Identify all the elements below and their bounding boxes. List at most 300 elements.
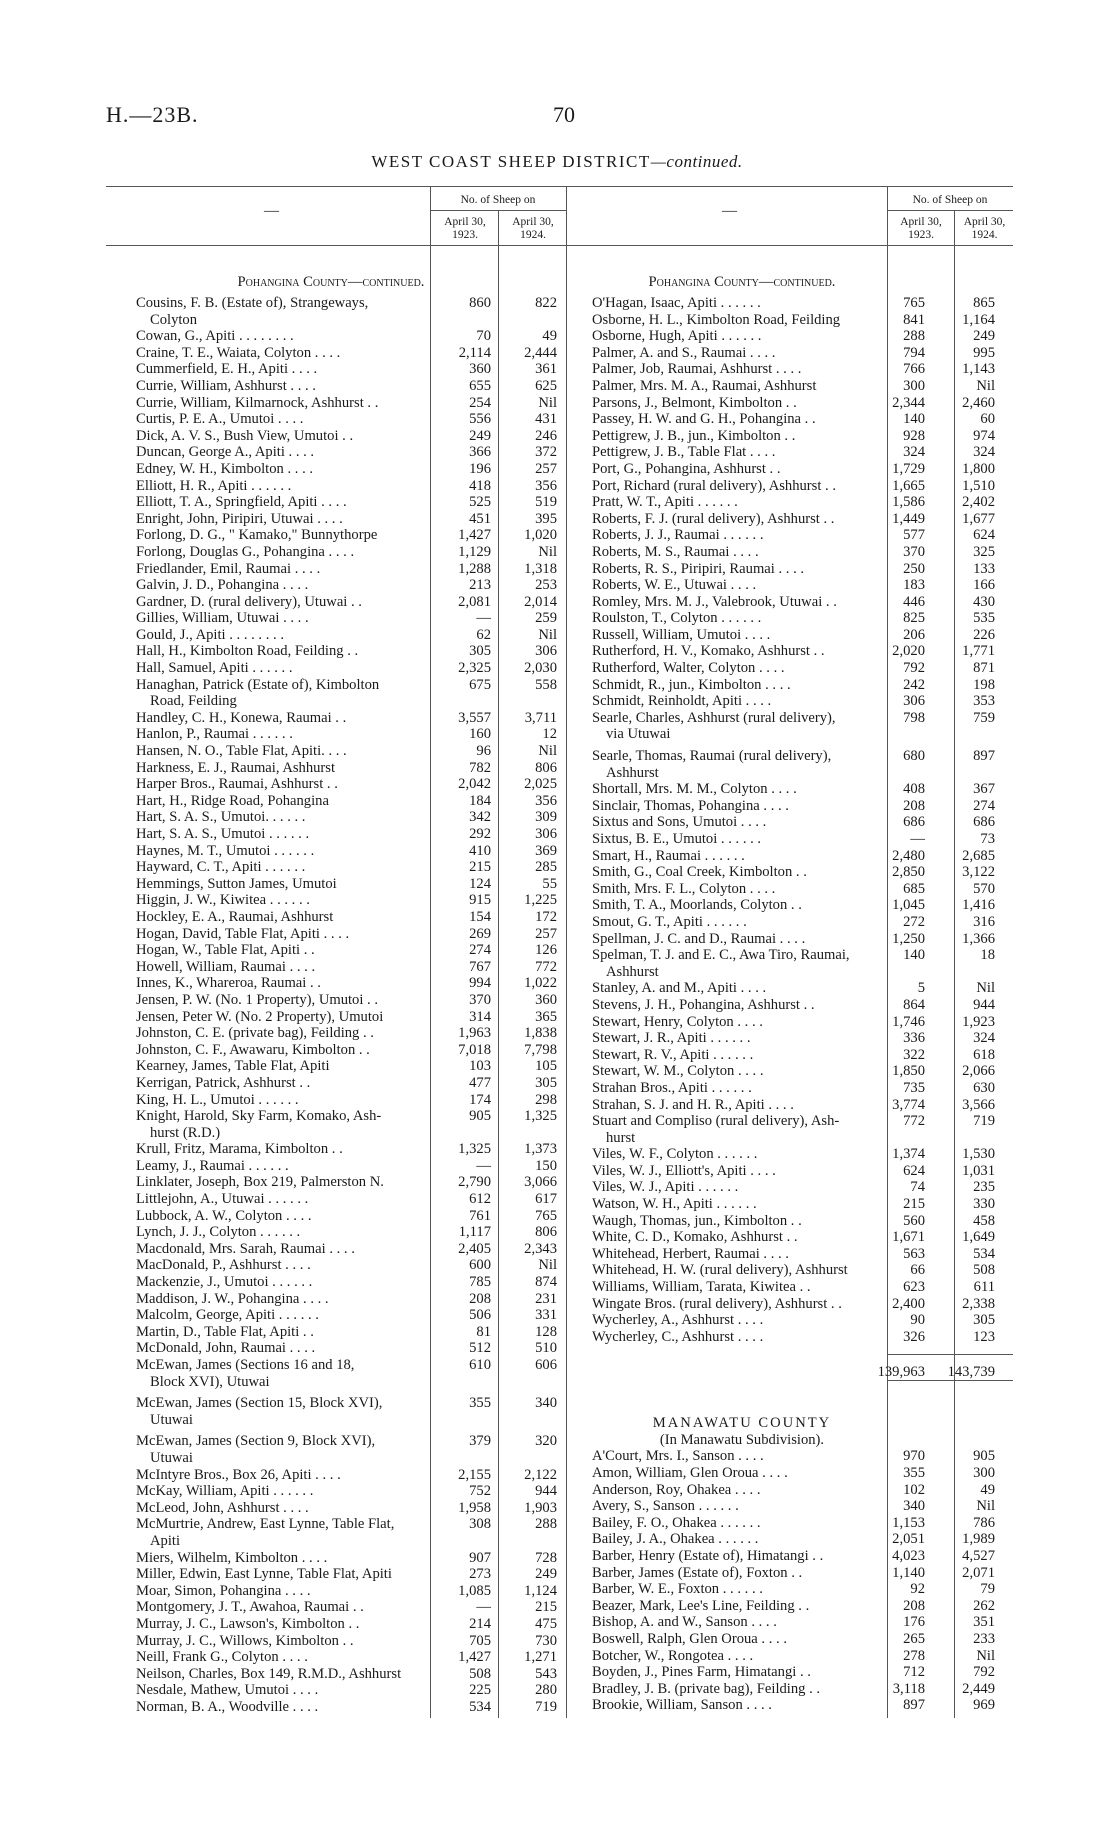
- owner-name: Bradley, J. B. (private bag), Feilding . .: [592, 1680, 821, 1697]
- owner-name: Barber, James (Estate of), Foxton . .: [592, 1564, 803, 1581]
- sheep-1924: 4,527: [962, 1547, 995, 1564]
- owner-name: Boswell, Ralph, Glen Oroua . . . .: [592, 1630, 787, 1647]
- table-row: [136, 942, 564, 959]
- sheep-1924: 1,838: [524, 1025, 557, 1042]
- sheep-1923: 2,850: [892, 864, 925, 881]
- right-column: [592, 274, 1010, 1714]
- sheep-1923: 214: [469, 1615, 491, 1632]
- owner-name: Cowan, G., Apiti . . . . . . . .: [136, 328, 294, 345]
- sheep-1924: Nil: [976, 1647, 995, 1664]
- sheep-1924: 475: [535, 1615, 557, 1632]
- sheep-1924: 1,318: [524, 560, 557, 577]
- sheep-1924: 233: [973, 1630, 995, 1647]
- sheep-1924: 330: [973, 1196, 995, 1213]
- sheep-1923: 292: [469, 826, 491, 842]
- owner-name: Boyden, J., Pines Farm, Himatangi . .: [592, 1664, 811, 1681]
- owner-name: Elliott, H. R., Apiti . . . . . .: [136, 477, 292, 494]
- sheep-1924: 280: [535, 1682, 557, 1699]
- sheep-1923: 2,405: [458, 1240, 491, 1257]
- owner-name: Pratt, W. T., Apiti . . . . . .: [592, 494, 738, 511]
- owner-name: Roberts, R. S., Piripiri, Raumai . . . .: [592, 560, 805, 577]
- sheep-1924: 974: [973, 427, 995, 444]
- sheep-1923: 184: [469, 792, 491, 809]
- table-row: [136, 876, 564, 893]
- table-row: [136, 1257, 564, 1274]
- sheep-1924: 606: [535, 1357, 557, 1373]
- sheep-1924: 274: [973, 797, 995, 814]
- sheep-1924: 340: [535, 1395, 557, 1412]
- owner-name: Neilson, Charles, Box 149, R.M.D., Ashhurst: [136, 1665, 402, 1682]
- owner-name: Martin, D., Table Flat, Apiti . .: [136, 1323, 314, 1340]
- sheep-1924: 630: [973, 1079, 995, 1096]
- owner-name: Miller, Edwin, East Lynne, Table Flat, Apiti: [136, 1566, 392, 1583]
- table-row: [136, 610, 564, 627]
- sheep-1923: 2,042: [458, 776, 491, 793]
- sheep-1923: 508: [469, 1665, 491, 1682]
- table-row: [592, 511, 1010, 528]
- spacer-row: [592, 1345, 1010, 1362]
- sheep-1924: 2,402: [962, 494, 995, 511]
- sheep-1923: 794: [903, 344, 925, 361]
- table-row: [592, 1014, 1010, 1031]
- table-row: [592, 710, 1010, 727]
- sheep-1923: 600: [469, 1257, 491, 1274]
- owner-name: Neill, Frank G., Colyton . . . .: [136, 1649, 308, 1666]
- owner-name: Amon, William, Glen Oroua . . . .: [592, 1464, 788, 1481]
- table-row: [592, 1465, 1010, 1482]
- table-row: [592, 1598, 1010, 1615]
- sheep-1924: 1,325: [524, 1108, 557, 1125]
- table-row: [592, 1063, 1010, 1080]
- sheep-1924: 324: [973, 444, 995, 461]
- table-row: [136, 395, 564, 412]
- sheep-1924: 719: [973, 1113, 995, 1130]
- sheep-1923: 905: [469, 1108, 491, 1125]
- table-row: [592, 1130, 1010, 1147]
- sheep-1923: 685: [903, 880, 925, 897]
- owner-name: Wingate Bros. (rural delivery), Ashhurst . .: [592, 1295, 842, 1312]
- owner-name: Smith, T. A., Moorlands, Colyton . .: [592, 897, 802, 914]
- sheep-1923: 140: [903, 947, 925, 964]
- sheep-1923: 675: [469, 676, 491, 693]
- sheep-1923: 623: [903, 1279, 925, 1296]
- owner-name: Linklater, Joseph, Box 219, Palmerston N.: [136, 1174, 384, 1191]
- owner-name: Roberts, M. S., Raumai . . . .: [592, 543, 759, 560]
- sheep-1924: 360: [535, 991, 557, 1008]
- owner-name: Curtis, P. E. A., Umutoi . . . .: [136, 411, 304, 428]
- owner-name: Stewart, R. V., Apiti . . . . . .: [592, 1046, 754, 1063]
- sheep-1924: 508: [973, 1262, 995, 1279]
- owner-name: Currie, William, Kilmarnock, Ashhurst . .: [136, 394, 379, 411]
- sheep-1924: 226: [973, 626, 995, 643]
- table-row: [592, 814, 1010, 831]
- sheep-1923: 355: [903, 1464, 925, 1481]
- sheep-1923: 1,374: [892, 1146, 925, 1163]
- sheep-1924: 300: [973, 1464, 995, 1481]
- sheep-1923: 1,129: [458, 543, 491, 560]
- table-row: [592, 677, 1010, 694]
- table-row: [592, 964, 1010, 981]
- owner-name: Brookie, William, Sanson . . . .: [592, 1697, 772, 1714]
- table-row: [592, 1581, 1010, 1598]
- table-row: [592, 1229, 1010, 1246]
- table-row: [592, 1030, 1010, 1047]
- owner-name: Port, Richard (rural delivery), Ashhurst . .: [592, 477, 836, 494]
- table-row: [136, 843, 564, 860]
- sheep-1924: 1,989: [962, 1531, 995, 1548]
- table-row: [136, 760, 564, 777]
- sheep-1924: 510: [535, 1340, 557, 1357]
- sheep-1924: 351: [973, 1614, 995, 1631]
- owner-name: Viles, W. J., Apiti . . . . . .: [592, 1179, 739, 1196]
- sheep-1923: 215: [903, 1196, 925, 1213]
- owner-name: Malcolm, George, Apiti . . . . . .: [136, 1307, 319, 1324]
- sheep-1923: 451: [469, 510, 491, 527]
- owner-name: Hart, S. A. S., Umutoi . . . . . .: [136, 826, 310, 842]
- sheep-1923: 970: [903, 1448, 925, 1465]
- table-row: [592, 1196, 1010, 1213]
- owner-name: Viles, W. F., Colyton . . . . . .: [592, 1146, 758, 1163]
- owner-name: Barber, Henry (Estate of), Himatangi . .: [592, 1547, 824, 1564]
- owner-name: Roberts, F. J. (rural delivery), Ashhurst . .: [592, 510, 835, 527]
- owner-name: Duncan, George A., Apiti . . . .: [136, 444, 315, 461]
- sheep-1924: 215: [535, 1599, 557, 1616]
- table-row: [136, 1307, 564, 1324]
- sheep-1924: 1,530: [962, 1146, 995, 1163]
- sheep-1924: 133: [973, 560, 995, 577]
- sheep-1924: 1,373: [524, 1141, 557, 1158]
- sheep-1924: 2,338: [962, 1295, 995, 1312]
- owner-name: McEwan, James (Section 9, Block XVI),: [136, 1433, 376, 1450]
- table-row: [136, 527, 564, 544]
- table-row: [136, 1483, 564, 1500]
- table-row: [592, 693, 1010, 710]
- sheep-1923: 1,085: [458, 1582, 491, 1599]
- table-row: [592, 395, 1010, 412]
- sheep-1923: 1,288: [458, 560, 491, 577]
- sheep-1924: 1,903: [524, 1499, 557, 1516]
- sheep-1923: 379: [469, 1433, 491, 1450]
- table-row: [136, 643, 564, 660]
- sheep-1923: 785: [469, 1274, 491, 1291]
- table-row: [136, 1141, 564, 1158]
- owner-name: Searle, Charles, Ashhurst (rural delivery),: [592, 709, 836, 726]
- owner-name: Wycherley, C., Ashhurst . . . .: [592, 1328, 764, 1345]
- sheep-1923: 798: [903, 709, 925, 726]
- sheep-1924: 806: [535, 1224, 557, 1241]
- table-row: [136, 577, 564, 594]
- owner-name: Stanley, A. and M., Apiti . . . .: [592, 980, 767, 997]
- owner-name: Maddison, J. W., Pohangina . . . .: [136, 1290, 329, 1307]
- table-row: [136, 544, 564, 561]
- table-row: [592, 660, 1010, 677]
- sheep-1923: 563: [903, 1245, 925, 1262]
- sheep-1924: Nil: [538, 1257, 557, 1274]
- table-row: [592, 848, 1010, 865]
- sheep-1924: 1,022: [524, 975, 557, 992]
- sheep-1923: 254: [469, 394, 491, 411]
- sheep-1924: 259: [535, 610, 557, 627]
- sheep-1923: 96: [476, 743, 491, 760]
- sheep-1923: 174: [469, 1091, 491, 1108]
- sheep-1924: 60: [980, 411, 995, 428]
- sheep-1923: 612: [469, 1191, 491, 1208]
- sheep-1923: 208: [469, 1290, 491, 1307]
- owner-name: Miers, Wilhelm, Kimbolton . . . .: [136, 1549, 328, 1566]
- sheep-1924: 356: [535, 792, 557, 809]
- sheep-1923: 124: [469, 875, 491, 892]
- sheep-1923: 324: [903, 444, 925, 461]
- sheep-1923: 1,729: [892, 460, 925, 477]
- table-row: [136, 992, 564, 1009]
- sheep-1923: 288: [903, 328, 925, 345]
- table-row: [136, 561, 564, 578]
- sheep-1923: 841: [903, 311, 925, 328]
- sheep-1924: 2,685: [962, 847, 995, 864]
- right-col2-header: April 30, 1924.: [963, 216, 1006, 241]
- sheep-1923: 686: [903, 814, 925, 831]
- sheep-1923: 249: [469, 427, 491, 444]
- sheep-1924: 2,066: [962, 1063, 995, 1080]
- sheep-1923: 1,963: [458, 1025, 491, 1042]
- owner-name: Sixtus and Sons, Umutoi . . . .: [592, 814, 767, 831]
- sheep-1924: 431: [535, 411, 557, 428]
- owner-name: McDonald, John, Raumai . . . .: [136, 1340, 316, 1357]
- owner-name: Spellman, J. C. and D., Raumai . . . .: [592, 930, 806, 947]
- owner-name: Watson, W. H., Apiti . . . . . .: [592, 1196, 757, 1213]
- owner-name: McEwan, James (Sections 16 and 18,: [136, 1357, 355, 1373]
- sheep-1923: 825: [903, 610, 925, 627]
- owner-name: Murray, J. C., Lawson's, Kimbolton . .: [136, 1615, 360, 1632]
- owner-name: Hanaghan, Patrick (Estate of), Kimbolton: [136, 676, 380, 693]
- table-row: [136, 1075, 564, 1092]
- owner-name: Johnston, C. E. (private bag), Feilding . .: [136, 1025, 374, 1042]
- owner-name: A'Court, Mrs. I., Sanson . . . .: [592, 1448, 764, 1465]
- sheep-1924: 1,677: [962, 510, 995, 527]
- owner-name: Howell, William, Raumai . . . .: [136, 958, 316, 975]
- sheep-1924: 897: [973, 748, 995, 765]
- sheep-1924: 2,460: [962, 394, 995, 411]
- sheep-1923: 140: [903, 411, 925, 428]
- owner-name: Stuart and Compliso (rural delivery), Ash-: [592, 1113, 840, 1130]
- sheep-1923: 915: [469, 892, 491, 909]
- owner-name: Spelman, T. J. and E. C., Awa Tiro, Raumai,: [592, 947, 850, 964]
- table-row: [136, 428, 564, 445]
- sheep-1923: 2,081: [458, 593, 491, 610]
- owner-name: Whitehead, H. W. (rural delivery), Ashhurst: [592, 1262, 848, 1279]
- table-row: [136, 1633, 564, 1650]
- owner-name: Currie, William, Ashhurst . . . .: [136, 377, 316, 394]
- owner-name-continuation: hurst (R.D.): [150, 1124, 221, 1141]
- sheep-1924: 198: [973, 676, 995, 693]
- table-row: [592, 1565, 1010, 1582]
- table-row: [592, 328, 1010, 345]
- table-row: [136, 1241, 564, 1258]
- sheep-1923: 70: [476, 328, 491, 345]
- section-heading-text: (In Manawatu Subdivision).: [659, 1431, 825, 1448]
- table-row: [592, 997, 1010, 1014]
- sheep-1924: 822: [535, 295, 557, 311]
- sheep-1924: 3,122: [962, 864, 995, 881]
- table-row: [136, 1092, 564, 1109]
- owner-name: McLeod, John, Ashhurst . . . .: [136, 1499, 309, 1516]
- sheep-1923: 206: [903, 626, 925, 643]
- owner-name: Gould, J., Apiti . . . . . . . .: [136, 626, 284, 643]
- spacer-row: [592, 1382, 1010, 1399]
- owner-name-continuation: Road, Feilding: [150, 693, 237, 710]
- table-row: [592, 461, 1010, 478]
- sheep-1924: 944: [973, 996, 995, 1013]
- sheep-1923: 3,118: [892, 1680, 925, 1697]
- total-row: [592, 1362, 1010, 1382]
- sheep-1923: 242: [903, 676, 925, 693]
- owner-name: White, C. D., Komako, Ashhurst . .: [592, 1229, 798, 1246]
- owner-name: Osborne, H. L., Kimbolton Road, Feilding: [592, 311, 841, 328]
- owner-name-continuation: Utuwai: [150, 1449, 193, 1466]
- owner-name: Murray, J. C., Willows, Kimbolton . .: [136, 1632, 354, 1649]
- sheep-1923: 1,140: [892, 1564, 925, 1581]
- owner-name: Smith, G., Coal Creek, Kimbolton . .: [592, 864, 807, 881]
- owner-name: McIntyre Bros., Box 26, Apiti . . . .: [136, 1466, 341, 1483]
- table-row: [136, 743, 564, 760]
- sheep-1923: 274: [469, 942, 491, 959]
- owner-name: Barber, W. E., Foxton . . . . . .: [592, 1581, 763, 1598]
- sheep-1923: 792: [903, 660, 925, 677]
- owner-name: Strahan Bros., Apiti . . . . . .: [592, 1079, 752, 1096]
- sheep-1923: 772: [903, 1113, 925, 1130]
- table-row: [592, 931, 1010, 948]
- sheep-1924: 126: [535, 942, 557, 959]
- sheep-1923: 183: [903, 577, 925, 594]
- sheep-1924: 285: [535, 859, 557, 876]
- owner-name: Smout, G. T., Apiti . . . . . .: [592, 913, 747, 930]
- sheep-1924: 730: [535, 1632, 557, 1649]
- sheep-1923: 624: [903, 1162, 925, 1179]
- sheep-1924: 123: [973, 1328, 995, 1345]
- table-row: [592, 1179, 1010, 1196]
- table-row: [592, 577, 1010, 594]
- sheep-1923: 1,325: [458, 1141, 491, 1158]
- owner-name: Anderson, Roy, Ohakea . . . .: [592, 1481, 761, 1498]
- sheep-1923: 1,117: [458, 1224, 491, 1241]
- sheep-1924: 309: [535, 809, 557, 826]
- owner-name: Cousins, F. B. (Estate of), Strangeways,: [136, 295, 369, 311]
- sheep-1923: 208: [903, 797, 925, 814]
- owner-name: Gillies, William, Utuwai . . . .: [136, 610, 309, 627]
- table-row: [136, 1566, 564, 1583]
- owner-name: Roulston, T., Colyton . . . . . .: [592, 610, 762, 627]
- table-row: [136, 693, 564, 710]
- owner-name: Hemmings, Sutton James, Umutoi: [136, 875, 337, 892]
- spacer-row: [592, 1399, 1010, 1416]
- owner-name: Schmidt, Reinholdt, Apiti . . . .: [592, 693, 772, 710]
- table-row: [592, 378, 1010, 395]
- sheep-1924: 519: [535, 494, 557, 511]
- owner-name: Sinclair, Thomas, Pohangina . . . .: [592, 797, 789, 814]
- owner-name: McKay, William, Apiti . . . . . .: [136, 1483, 314, 1500]
- sheep-1924: 369: [535, 842, 557, 859]
- sheep-1923: 314: [469, 1008, 491, 1025]
- table-row: [136, 1108, 564, 1125]
- sheep-1924: 128: [535, 1323, 557, 1340]
- sheep-1923: 342: [469, 809, 491, 826]
- sheep-1924: 79: [980, 1581, 995, 1598]
- sheep-1924: 150: [535, 1157, 557, 1174]
- sheep-1923: 761: [469, 1207, 491, 1224]
- table-row: [592, 1448, 1010, 1465]
- table-row: [136, 1058, 564, 1075]
- sheep-1924: 719: [535, 1698, 557, 1715]
- table-row: [136, 627, 564, 644]
- table-row: [136, 1583, 564, 1600]
- sheep-1924: 2,025: [524, 776, 557, 793]
- sheep-1924: 257: [535, 460, 557, 477]
- owner-name: O'Hagan, Isaac, Apiti . . . . . .: [592, 295, 761, 311]
- section-heading-text: Pohangina County—continued.: [237, 274, 425, 290]
- table-row: [592, 1697, 1010, 1714]
- sheep-1923: 7,018: [458, 1041, 491, 1058]
- sheep-1923: 300: [903, 377, 925, 394]
- sheep-1924: Nil: [976, 1498, 995, 1515]
- table-row: [136, 312, 564, 329]
- sheep-1924: 458: [973, 1212, 995, 1229]
- owner-name: McEwan, James (Section 15, Block XVI),: [136, 1395, 383, 1412]
- sheep-1923: 62: [476, 626, 491, 643]
- table-row: [136, 328, 564, 345]
- sheep-1923: 1,671: [892, 1229, 925, 1246]
- table-row: [592, 1498, 1010, 1515]
- sheep-1924: 535: [973, 610, 995, 627]
- table-row: [136, 975, 564, 992]
- owner-name: Hart, S. A. S., Umutoi. . . . . .: [136, 809, 306, 826]
- sheep-1924: 1,649: [962, 1229, 995, 1246]
- sheep-1923: —: [910, 831, 925, 847]
- sheep-1923: 225: [469, 1682, 491, 1699]
- table-row: [136, 1191, 564, 1208]
- header-rule: [106, 245, 1013, 246]
- sheep-1923: 160: [469, 726, 491, 743]
- sheep-1923: 1,449: [892, 510, 925, 527]
- table-row: [136, 1516, 564, 1533]
- sheep-1923: 477: [469, 1074, 491, 1091]
- owner-name: Rutherford, H. V., Komako, Ashhurst . .: [592, 643, 825, 660]
- owner-name: Nesdale, Mathew, Umutoi . . . .: [136, 1682, 319, 1699]
- owner-name: Whitehead, Herbert, Raumai . . . .: [592, 1245, 789, 1262]
- title-suffix: —continued.: [650, 152, 743, 171]
- owner-name: Palmer, Mrs. M. A., Raumai, Ashhurst: [592, 377, 817, 394]
- sheep-1924: 2,343: [524, 1240, 557, 1257]
- owner-name-continuation: Ashhurst: [606, 963, 659, 980]
- table-row: [136, 378, 564, 395]
- sheep-1923: 1,250: [892, 930, 925, 947]
- table-row: [592, 444, 1010, 461]
- owner-name: Forlong, Douglas G., Pohangina . . . .: [136, 543, 355, 560]
- owner-name-continuation: Colyton: [150, 311, 198, 328]
- sheep-1924: 356: [535, 477, 557, 494]
- table-row: [136, 494, 564, 511]
- table-row: [592, 594, 1010, 611]
- sheep-1924: 995: [973, 344, 995, 361]
- table-row: [136, 1395, 564, 1412]
- owner-name: Knight, Harold, Sky Farm, Komako, Ash-: [136, 1108, 382, 1125]
- sheep-1923: 154: [469, 908, 491, 925]
- table-row: [136, 859, 564, 876]
- table-row: [136, 677, 564, 694]
- sheep-1923: 655: [469, 377, 491, 394]
- sheep-1923: 860: [469, 295, 491, 311]
- sheep-1924: 765: [535, 1207, 557, 1224]
- sheep-1924: 430: [973, 593, 995, 610]
